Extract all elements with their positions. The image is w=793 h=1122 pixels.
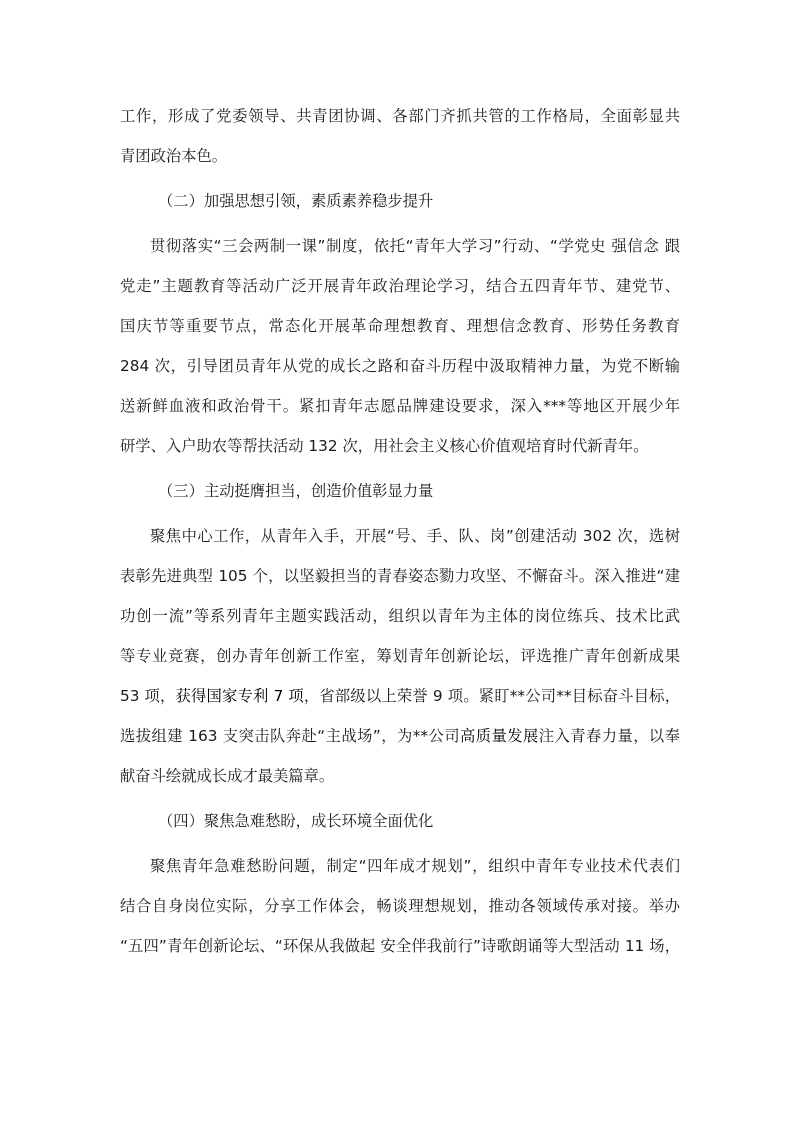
text-span: 注入青春力量，以奉 — [538, 727, 680, 745]
section-heading-2: （二）加强思想引领，素质素养稳步提升 — [158, 192, 434, 210]
paragraph-line: 284 次，引导团员青年从党的成长之路和奋斗历程中汲取精神力量，为党不断输 — [120, 357, 680, 375]
paragraph-line: 献奋斗绘就成长成才最美篇章。 — [120, 767, 335, 785]
section-heading-4: （四）聚焦急难愁盼，成长环境全面优化 — [158, 812, 434, 830]
paragraph-line: 功创一流”等系列青年主题实践活动，组织以青年为主体的岗位练兵、技术比武 — [120, 607, 680, 625]
paragraph-line: 青团政治本色。 — [120, 147, 228, 165]
paragraph-line: 结合自身岗位实际，分享工作体会，畅谈理想规划，推动各领域传承对接。举办 — [120, 897, 680, 915]
paragraph-line — [120, 726, 680, 746]
paragraph-line: 党走”主题教育等活动广泛开展青年政治理论学习，结合五四青年节、建党节、 — [120, 277, 680, 295]
paragraph-line: 国庆节等重要节点，常态化开展革命理想教育、理想信念教育、形势任务教育 — [120, 317, 680, 335]
paragraph-line: 工作，形成了党委领导、共青团协调、各部门齐抓共管的工作格局，全面彰显共 — [120, 107, 680, 125]
paragraph-line: 表彰先进典型 105 个，以坚毅担当的青春姿态勠力攻坚、不懈奋斗。深入推进“建 — [120, 567, 680, 585]
paragraph-line: 研学、入户助农等帮扶活动 132 次，用社会主义核心价值观培育时代新青年。 — [120, 437, 649, 455]
highlight-development: 高质量发展 — [459, 727, 539, 745]
paragraph-line: 贯彻落实“三会两制一课”制度，依托“青年大学习”行动、“学党史 强信念 跟 — [150, 237, 680, 255]
text-span: 选拔组建 163 支突击队奔赴“主战场”，为**公司 — [120, 727, 460, 745]
paragraph-line: 送新鲜血液和政治骨干。紧扣青年志愿品牌建设要求，深入***等地区开展少年 — [120, 397, 680, 415]
text-span: ，省部级以上荣誉 9 项。紧盯**公司**目标奋斗目标， — [303, 687, 681, 705]
text-span: 53 项， — [120, 687, 176, 705]
paragraph-line: “五四”青年创新论坛、“环保从我做起 安全伴我前行”诗歌朗诵等大型活动 11 场， — [120, 937, 680, 955]
paragraph-line: 等专业竞赛，创办青年创新工作室，筹划青年创新论坛，评选推广青年创新成果 — [120, 647, 680, 665]
paragraph-line: 聚焦中心工作，从青年入手，开展“号、手、队、岗”创建活动 302 次，选树 — [150, 527, 680, 545]
highlight-patents: 获得国家专利 7 项 — [175, 687, 304, 705]
paragraph-line: 聚焦青年急难愁盼问题，制定“四年成才规划”，组织中青年专业技术代表们 — [150, 857, 680, 875]
section-heading-3: （三）主动挺膺担当，创造价值彰显力量 — [158, 482, 434, 500]
paragraph-line — [120, 686, 680, 706]
